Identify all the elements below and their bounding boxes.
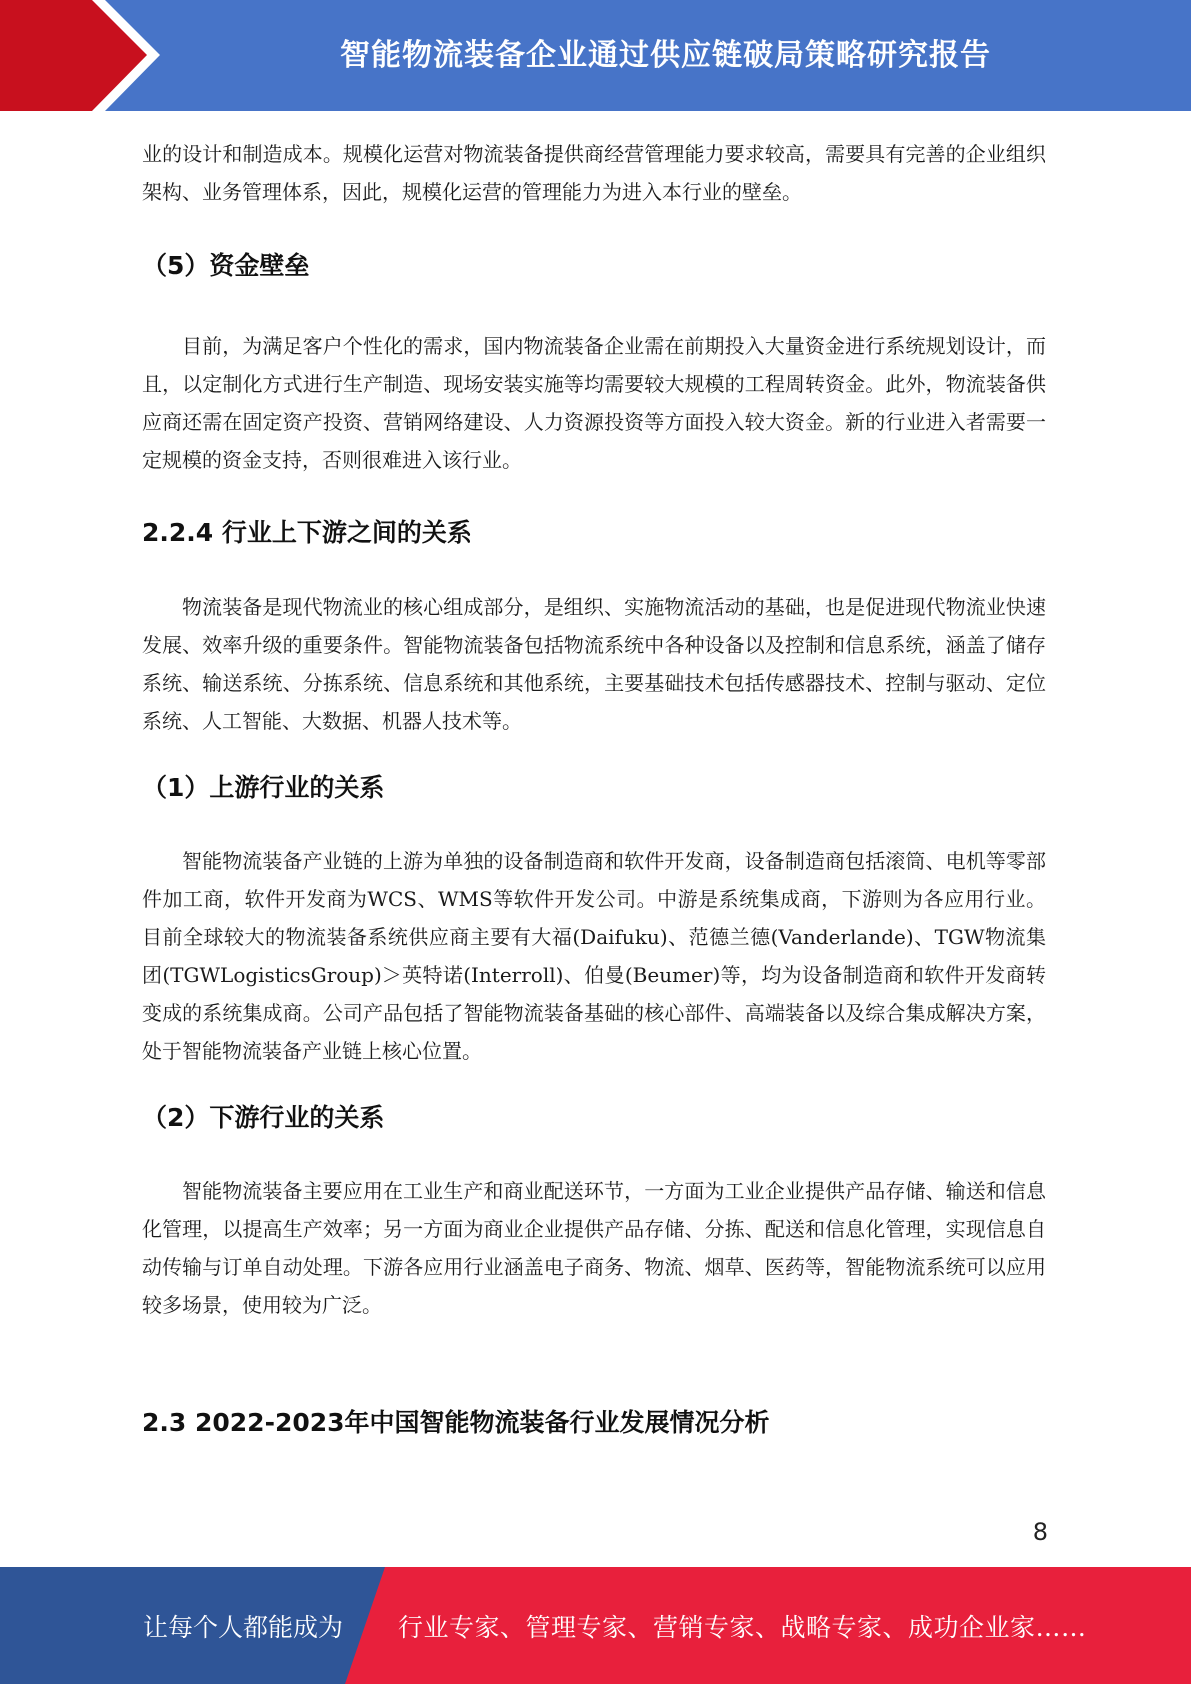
page-footer: [0, 1567, 1191, 1684]
page-number: 8: [1032, 1518, 1048, 1546]
heading-downstream: （2）下游行业的关系: [142, 1103, 385, 1132]
footer-slogan-left: 让每个人都能成为: [143, 1612, 344, 1642]
section-2-2-4-paragraph: 物流装备是现代物流业的核心组成部分，是组织、实施物流活动的基础，也是促进现代物流业快速发展、效率升级的重要条件。智能物流装备包括物流系统中各种设备以及控制和信息系统，涵盖了储存系统、输送系统、分拣系统、信息系统和其他系统，主要基础技术包括传感器技术、控制与驱动、定位系统、人工智能、大数据、机器人技术等。: [142, 595, 1046, 733]
heading-2-2-4: 2.2.4 行业上下游之间的关系: [142, 518, 472, 547]
intro-paragraph: 业的设计和制造成本。规模化运营对物流装备提供商经营管理能力要求较高，需要具有完善的企业组织架构、业务管理体系，因此，规模化运营的管理能力为进入本行业的壁垒。: [142, 142, 1046, 204]
upstream-paragraph: 智能物流装备产业链的上游为单独的设备制造商和软件开发商，设备制造商包括滚筒、电机等零部件加工商，软件开发商为WCS、WMS等软件开发公司。中游是系统集成商，下游则为各应用行业。目前全球较大的物流装备系统供应商主要有大福(Daifuku)、范德兰德(Vanderlande)、TGW物流集团(TGWLogisticsGroup)＞英特诺(Interroll)、伯曼(Beumer)等，均为设备制造商和软件开发商转变成的系统集成商。公司产品包括了智能物流装备基础的核心部件、高端装备以及综合集成解决方案，处于智能物流装备产业链上核心位置。: [142, 849, 1046, 1063]
header-chevron-decoration: [0, 0, 160, 111]
capital-barrier-paragraph: 目前，为满足客户个性化的需求，国内物流装备企业需在前期投入大量资金进行系统规划设计，而且，以定制化方式进行生产制造、现场安装实施等均需要较大规模的工程周转资金。此外，物流装备供应商还需在固定资产投资、营销网络建设、人力资源投资等方面投入较大资金。新的行业进入者需要一定规模的资金支持，否则很难进入该行业。: [142, 334, 1046, 472]
heading-upstream: （1）上游行业的关系: [142, 773, 385, 802]
heading-capital-barrier: （5）资金壁垒: [142, 251, 310, 280]
heading-2-3: 2.3 2022-2023年中国智能物流装备行业发展情况分析: [142, 1408, 770, 1437]
page-header: [0, 0, 1191, 111]
report-title: 智能物流装备企业通过供应链破局策略研究报告: [340, 37, 991, 73]
footer-slogan-right: 行业专家、管理专家、营销专家、战略专家、成功企业家……: [398, 1612, 1087, 1642]
downstream-paragraph: 智能物流装备主要应用在工业生产和商业配送环节，一方面为工业企业提供产品存储、输送和信息化管理，以提高生产效率；另一方面为商业企业提供产品存储、分拣、配送和信息化管理，实现信息自动传输与订单自动处理。下游各应用行业涵盖电子商务、物流、烟草、医药等，智能物流系统可以应用较多场景，使用较为广泛。: [142, 1179, 1046, 1317]
